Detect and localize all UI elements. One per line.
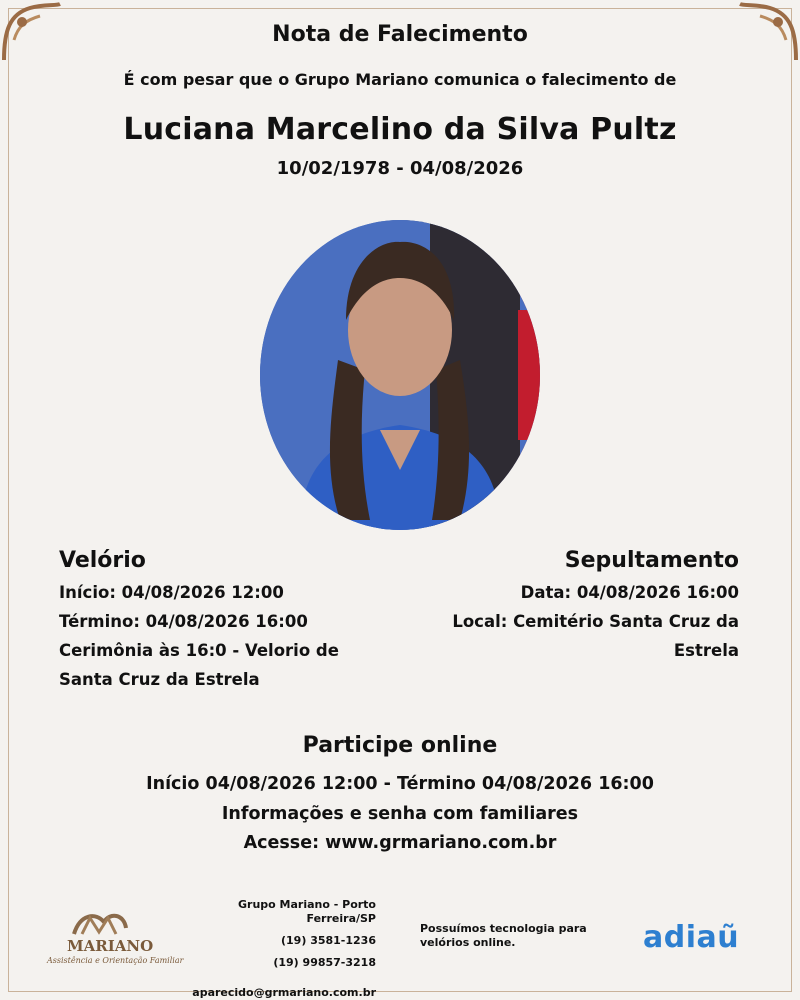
- phone-1[interactable]: (19) 3581-1236: [281, 934, 376, 947]
- velorio-start: Início: 04/08/2026 12:00: [59, 583, 284, 602]
- sepultamento-header: Sepultamento: [564, 548, 739, 573]
- velorio-ceremony-location: Santa Cruz da Estrela: [59, 670, 260, 689]
- velorio-ceremony: Cerimônia às 16:0 - Velorio de: [59, 641, 339, 660]
- company-name: Grupo Mariano - Porto Ferreira/SP: [237, 898, 376, 925]
- deceased-photo: [260, 220, 540, 530]
- sepultamento-location: Local: Cemitério Santa Cruz da: [452, 612, 739, 631]
- contact-info: [192, 898, 376, 999]
- sepultamento-location-cont: Estrela: [673, 641, 739, 660]
- logo-text: MARIANO: [67, 937, 154, 955]
- deceased-name: Luciana Marcelino da Silva Pultz: [123, 112, 677, 147]
- phone-2[interactable]: (19) 99857-3218: [273, 956, 376, 969]
- notice-title: Nota de Falecimento: [272, 22, 528, 47]
- velorio-end: Término: 04/08/2026 16:00: [59, 612, 308, 631]
- email-link[interactable]: aparecido@grmariano.com.br: [192, 986, 376, 999]
- notice-intro: É com pesar que o Grupo Mariano comunica o falecimento de: [123, 70, 677, 89]
- adiau-logo: adiaũ: [643, 920, 740, 955]
- sepultamento-date: Data: 04/08/2026 16:00: [520, 583, 739, 602]
- life-dates: 10/02/1978 - 04/08/2026: [276, 158, 524, 179]
- online-tech-note: Possuímos tecnologia para velórios online.: [420, 922, 587, 949]
- online-access-link[interactable]: Acesse: www.grmariano.com.br: [243, 833, 557, 853]
- logo-subtitle: Assistência e Orientação Familiar: [47, 956, 184, 965]
- velorio-header: Velório: [59, 548, 146, 573]
- online-title: Participe online: [302, 733, 498, 758]
- online-schedule: Início 04/08/2026 12:00 - Término 04/08/2026 16:00: [146, 774, 654, 794]
- sepultamento-section: [419, 546, 739, 665]
- online-info: Informações e senha com familiares: [221, 804, 579, 824]
- velorio-section: [59, 546, 359, 694]
